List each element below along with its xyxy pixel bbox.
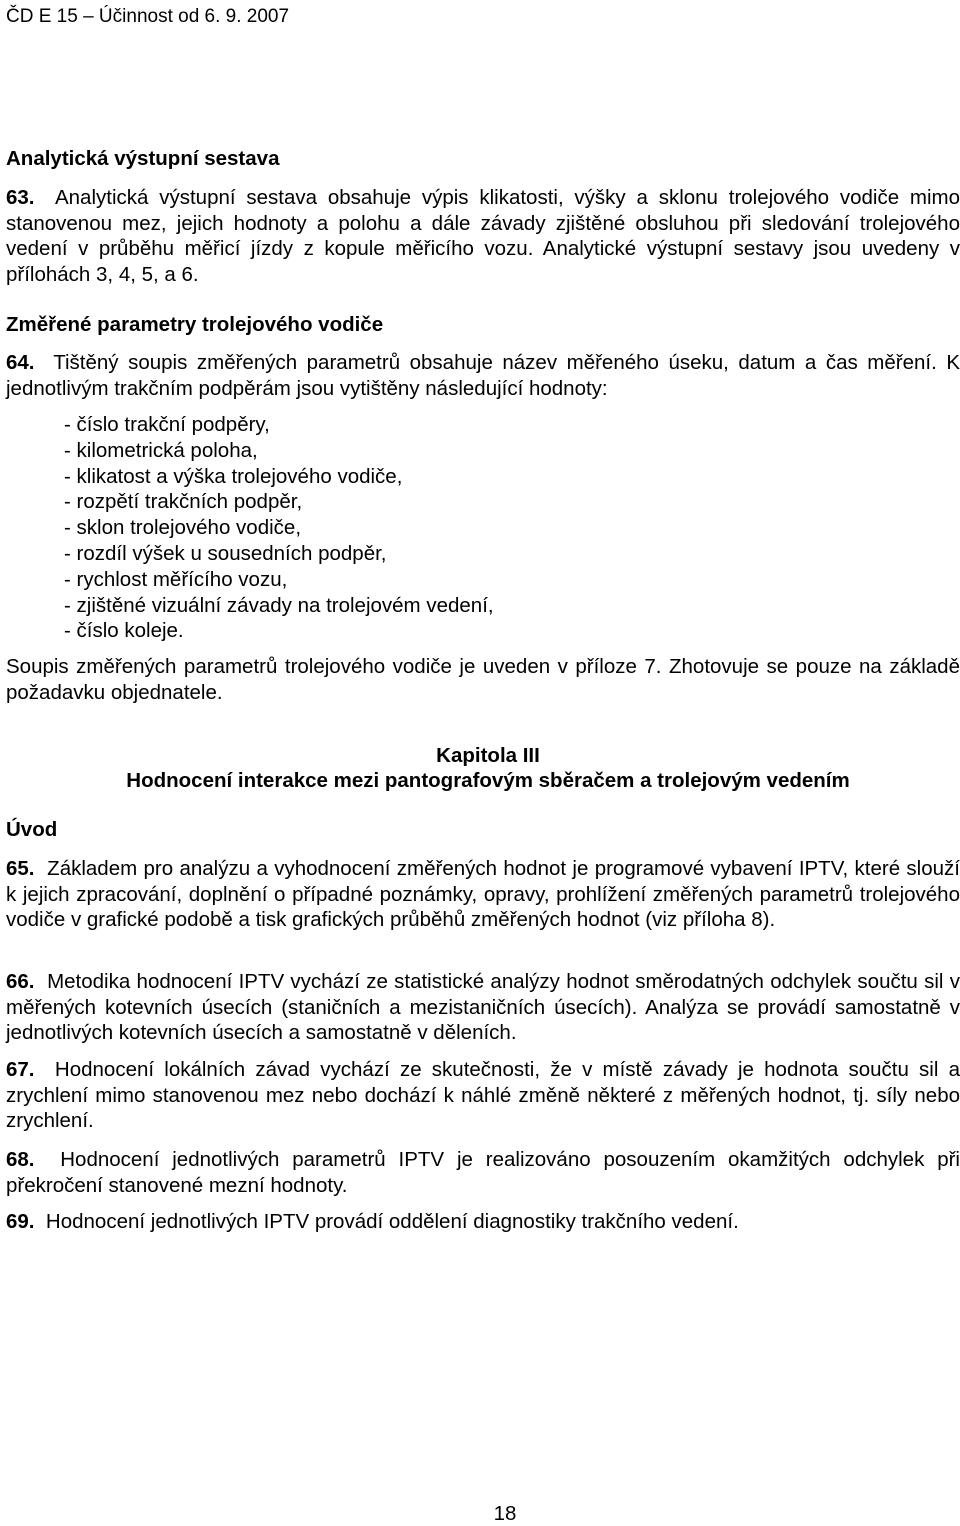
- paragraph-68: [6, 1147, 960, 1198]
- list-item: - sklon trolejového vodiče,: [64, 516, 302, 540]
- paragraph-67: [6, 1057, 960, 1134]
- section-heading-analytic-report: Analytická výstupní sestava: [6, 147, 280, 170]
- paragraph-number: 64.: [6, 351, 35, 374]
- paragraph-text: Hodnocení jednotlivých parametrů IPTV je realizováno posouzením okamžitých odchylek při překročení stanovené mezní hodnoty.: [6, 1148, 960, 1197]
- paragraph-parameters-listing: Soupis změřených parametrů trolejového vodiče je uveden v příloze 7. Zhotovuje se pouze na základě požadavku objednatele.: [6, 655, 960, 704]
- list-item: - číslo koleje.: [64, 619, 184, 643]
- paragraph-text: Tištěný soupis změřených parametrů obsahuje název měřeného úseku, datum a čas měření. K jednotlivým trakčním podpěrám jsou vytištěny následující hodnoty:: [6, 351, 960, 400]
- paragraph-text: Hodnocení lokálních závad vychází ze skutečnosti, že v místě závady je hodnota součtu sil a zrychlení mimo stanovenou mez nebo dochází k náhlé změně některé z měřených hodnot, tj. síly nebo zrychlení.: [6, 1058, 960, 1132]
- paragraph-number: 67.: [6, 1058, 35, 1081]
- section-heading-intro: Úvod: [6, 818, 58, 841]
- list-item: - rozdíl výšek u sousedních podpěr,: [64, 541, 387, 565]
- list-item: - číslo trakční podpěry,: [64, 413, 270, 436]
- section-heading-measured-parameters: Změřené parametry trolejového vodiče: [6, 313, 384, 336]
- page-number: 18: [493, 1502, 517, 1525]
- list-item: - kilometrická poloha,: [64, 438, 258, 462]
- paragraph-number: 68.: [6, 1148, 35, 1171]
- paragraph-number: 66.: [6, 970, 35, 993]
- paragraph-text: Metodika hodnocení IPTV vychází ze statistické analýzy hodnot směrodatných odchylek součtu sil v měřených kotevních úsecích (staničních a mezistaničních úsecích). Analýza se provádí samostatně v jednotlivých kotevních úsecích a samostatně v děleních.: [6, 970, 960, 1044]
- paragraph-63: [6, 185, 960, 287]
- chapter-subtitle: Hodnocení interakce mezi pantografovým sběračem a trolejovým vedením: [126, 769, 850, 792]
- paragraph-text: Analytická výstupní sestava obsahuje výpis klikatosti, výšky a sklonu trolejového vodiče mimo stanovenou mez, jejich hodnoty a polohu a dále závady zjištěné obsluhou při sledování trolejového vedení v průběhu měřicí jízdy z kopule měřicího vozu. Analytické výstupní sestavy jsou uvedeny v přílohách 3, 4, 5, a 6.: [6, 186, 960, 286]
- paragraph-65: [6, 856, 960, 933]
- paragraph-text: Hodnocení jednotlivých IPTV provádí oddělení diagnostiky trakčního vedení.: [45, 1210, 739, 1233]
- parameter-list: [64, 412, 494, 644]
- list-item: - rychlost měřícího vozu,: [64, 567, 288, 591]
- list-item: - rozpětí trakčních podpěr,: [64, 490, 303, 514]
- paragraph-69: [6, 1209, 960, 1235]
- list-item: - klikatost a výška trolejového vodiče,: [64, 464, 403, 488]
- list-item: - zjištěné vizuální závady na trolejovém vedení,: [64, 593, 494, 617]
- paragraph-number: 63.: [6, 186, 35, 209]
- paragraph-text: Základem pro analýzu a vyhodnocení změřených hodnot je programové vybavení IPTV, které slouží k jejich zpracování, doplnění o případné poznámky, opravy, prohlížení změřených parametrů trolejového vodiče v grafické podobě a tisk grafických průběhů změřených hodnot (viz příloha 8).: [6, 857, 960, 931]
- paragraph-number: 69.: [6, 1210, 35, 1233]
- page-header: ČD E 15 – Účinnost od 6. 9. 2007: [6, 6, 290, 27]
- chapter-title: Kapitola III: [436, 744, 540, 767]
- paragraph-64: [6, 350, 960, 401]
- paragraph-number: 65.: [6, 857, 35, 880]
- paragraph-66: [6, 969, 960, 1046]
